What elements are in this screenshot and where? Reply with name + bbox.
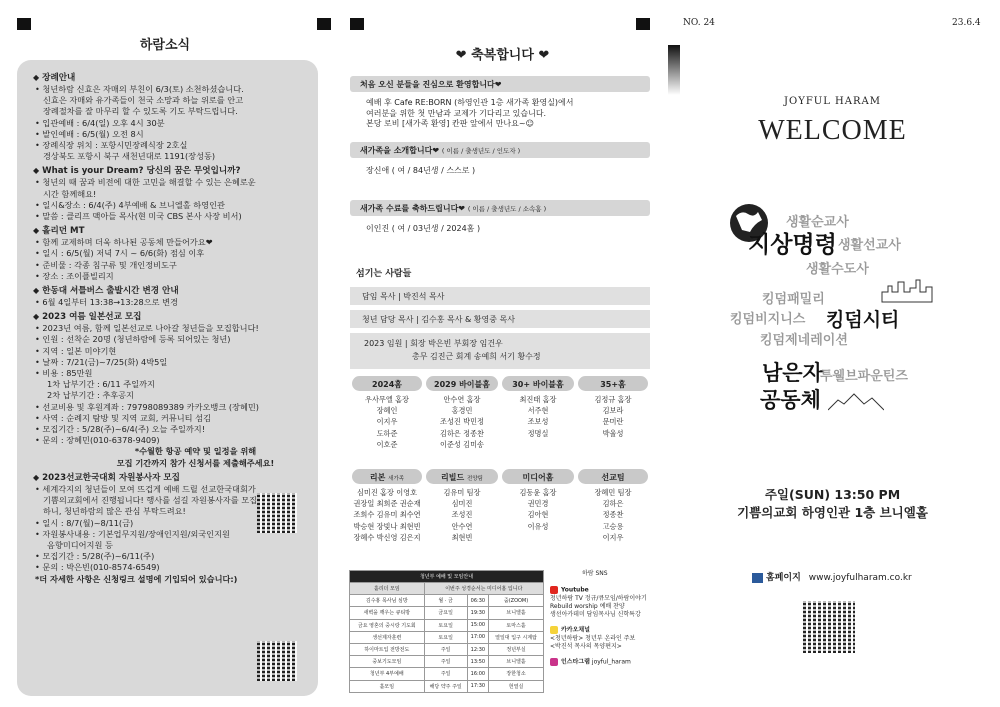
home-label: 30+ 바이블홈 bbox=[502, 376, 574, 391]
table-cell: 홀리더 모임 bbox=[350, 583, 425, 595]
bless-title: ❤ 축복합니다 ❤ bbox=[455, 48, 550, 63]
table-row bbox=[350, 643, 544, 655]
news-line: 2차 납부기간 : 추후공지 bbox=[47, 390, 134, 401]
keyword: 남은자 bbox=[762, 361, 823, 385]
news-line: 기쁨의교회에서 진행됩니다! 행사를 섬길 자원봉사자를 모집 bbox=[43, 495, 258, 506]
member-name: 조성진 bbox=[451, 510, 473, 520]
qr-code[interactable] bbox=[257, 493, 297, 533]
table-cell: 19:30 bbox=[467, 607, 488, 619]
table-cell: 토요일 bbox=[424, 619, 467, 631]
table-cell: 16:00 bbox=[467, 668, 488, 680]
qr-code[interactable] bbox=[257, 641, 297, 681]
table-cell: 장한청소 bbox=[489, 668, 544, 680]
member-name: 장혜민 팀장 bbox=[594, 488, 632, 497]
table-row bbox=[350, 656, 544, 668]
table-cell: 금요일 bbox=[424, 607, 467, 619]
table-cell: 토요일 bbox=[424, 631, 467, 643]
home-members bbox=[572, 487, 654, 543]
member-name: 권민경 bbox=[527, 499, 549, 509]
news-line: • 모집기간 : 5/28(주)~6/4(주) 오늘 주일까지! bbox=[35, 424, 205, 435]
member-name: 박율성 bbox=[602, 428, 624, 438]
news-line: • 지역 : 일본 미야기현 bbox=[35, 345, 117, 356]
sns-title: 하람 SNS bbox=[582, 570, 608, 577]
joyful-label: JOYFUL HARAM bbox=[784, 96, 881, 107]
news-line: • 문의 : 박은빈(010-8574-6549) bbox=[35, 562, 160, 573]
news-section-heading: ◆ 2023선교한국대회 자원봉사자 모집 bbox=[33, 472, 180, 483]
table-cell: 17:00 bbox=[467, 631, 488, 643]
home-label: 2024홈 bbox=[352, 376, 422, 391]
member-name: 김정규 홈장 bbox=[594, 395, 632, 404]
keyword: 킹덤제네레이션 bbox=[760, 333, 848, 348]
news-line: 음향미디어지원 등 bbox=[47, 539, 113, 550]
member-name: 정종찬 bbox=[602, 510, 624, 520]
keyword: 생활수도사 bbox=[806, 262, 869, 277]
keyword: 생활순교사 bbox=[786, 215, 849, 230]
sns-item[interactable]: Youtube 청년하람 TV 정규/큐모임/하람이야기 Rebuild worship 예배 찬양 생선아카데미 담임목사님 신학특강 bbox=[550, 586, 647, 618]
news-line: • 말씀 : 클리프 맥아들 목사(현 미국 CBS 본사 사장 비서) bbox=[35, 211, 242, 222]
issue-number: NO. 24 bbox=[683, 18, 715, 28]
table-cell: 토마스홀 bbox=[489, 619, 544, 631]
keyword: 생활선교사 bbox=[838, 238, 901, 253]
member-name: 김하은 정종찬 bbox=[440, 428, 484, 438]
news-line: 모집 기간까지 참가 신청서를 제출해주세요! bbox=[116, 457, 275, 468]
table-cell: 주일 bbox=[424, 656, 467, 668]
table-cell: 06:30 bbox=[467, 595, 488, 607]
member-name: 조성진 박민정 bbox=[440, 417, 484, 427]
news-line: • 장소 : 조이플빌리지 bbox=[35, 270, 114, 281]
news-line: 1차 납부기간 : 6/11 주일까지 bbox=[47, 379, 155, 390]
table-cell: 15:00 bbox=[467, 619, 488, 631]
news-line: • 날짜 : 7/21(금)~7/25(화) 4박5일 bbox=[35, 356, 168, 367]
home-members bbox=[346, 487, 428, 543]
news-line: • 자원봉사내용 : 기본업무지원/장애인지원/외국인지원 bbox=[35, 528, 230, 539]
table-cell: 열일대 입구 시계탑 bbox=[489, 631, 544, 643]
table-cell: 브니엘홀 bbox=[489, 607, 544, 619]
home-label: 35+홈 bbox=[578, 376, 648, 391]
news-line: • 발인예배 : 6/5(월) 오전 8시 bbox=[35, 128, 144, 139]
table-cell: 12:30 bbox=[467, 643, 488, 655]
news-line: • 문의 : 장혜민(010-6378-9409) bbox=[35, 435, 160, 446]
news-line: • 비용 : 85만원 bbox=[35, 368, 93, 379]
servers-title: 섬기는 사람들 bbox=[356, 269, 412, 279]
home-members bbox=[346, 394, 428, 450]
news-line: • 선교비용 및 후원계좌 : 79798089389 카카오뱅크 (장혜민) bbox=[35, 401, 259, 412]
sns-item[interactable]: 카카오채널 <청년하람> 청년부 온라인 주보 <박진석 목사의 목양편지> bbox=[550, 626, 636, 650]
member-name: 권장일 최희준 권순재 bbox=[353, 499, 421, 509]
mountain-icon bbox=[828, 392, 884, 412]
table-cell: 13:50 bbox=[467, 656, 488, 668]
graduate-line: 이인진 ( 여 / 03년생 / 2024홈 ) bbox=[366, 224, 481, 233]
member-name: 이유성 bbox=[527, 521, 549, 531]
home-members bbox=[572, 394, 654, 439]
table-cell: 17:30 bbox=[467, 680, 488, 692]
homepage-icon bbox=[752, 573, 763, 583]
news-line: • 6월 4일부터 13:38→13:28으로 변경 bbox=[35, 297, 178, 308]
news-line: • 일시&장소 : 6/4(주) 4부예배 & 브니엘홀 하영인관 bbox=[35, 199, 225, 210]
member-name: 이지우 bbox=[602, 532, 624, 542]
city-skyline-icon bbox=[880, 278, 940, 304]
keyword: 투웰브파운틴즈 bbox=[820, 369, 908, 384]
serve-row: 청년 담당 목사 | 김수홍 목사 & 황영중 목사 bbox=[350, 310, 650, 328]
corner-mark bbox=[668, 45, 680, 95]
schedule-table bbox=[349, 570, 544, 693]
table-row bbox=[350, 619, 544, 631]
keyword: 킹덤시티 bbox=[826, 309, 900, 331]
member-name: 안수연 홈장 bbox=[443, 395, 481, 404]
member-name: 김하은 bbox=[602, 499, 624, 509]
qr-code[interactable] bbox=[803, 601, 855, 653]
table-subheading: 이번주 성경순서는 미디어홈 입니다 bbox=[424, 583, 543, 595]
home-members bbox=[420, 487, 504, 543]
instagram-icon bbox=[550, 658, 558, 666]
member-name: 김아현 bbox=[527, 510, 549, 520]
news-section-heading: ◆ What is your Dream? 당신의 꿈은 무엇입니까? bbox=[33, 166, 241, 177]
member-name: 심미진 bbox=[451, 499, 473, 509]
youtube-icon bbox=[550, 586, 558, 594]
service-place: 기쁨의교회 하영인관 1층 브니엘홀 bbox=[737, 505, 928, 520]
table-cell: 월 · 금 bbox=[424, 595, 467, 607]
news-line: 신효은 자매와 유가족들이 천국 소망과 하늘 위로를 안고 bbox=[43, 95, 244, 106]
member-name: 홍경민 bbox=[451, 406, 473, 416]
table-cell: 생선제자훈련 bbox=[350, 631, 425, 643]
news-line: • 모집기간 : 5/28(주)~6/11(주) bbox=[35, 551, 155, 562]
member-name: 서주현 bbox=[527, 406, 549, 416]
keyword: 킹덤비지니스 bbox=[730, 312, 806, 327]
table-row bbox=[350, 607, 544, 619]
news-box bbox=[17, 60, 318, 696]
table-cell: 헌열실 bbox=[489, 680, 544, 692]
member-name: 김유미 팀장 bbox=[443, 488, 481, 497]
table-cell: 주일 bbox=[424, 668, 467, 680]
graduate-bar: 새가족 수료를 축하드립니다❤ ( 이름 / 출생년도 / 소속홈 ) bbox=[350, 200, 650, 216]
sns-item[interactable]: 인스타그램 joyful_haram bbox=[550, 658, 631, 667]
home-members bbox=[496, 394, 580, 439]
table-row bbox=[350, 668, 544, 680]
table-row bbox=[350, 631, 544, 643]
member-name: 장혜수 박신영 김은지 bbox=[353, 532, 421, 542]
table-cell: 청년부 4부예배 bbox=[350, 668, 425, 680]
member-name: 박승현 장빛나 최현빈 bbox=[353, 521, 421, 531]
member-name: 우사무엘 홈장 bbox=[365, 395, 409, 404]
member-name: 조보성 bbox=[527, 417, 549, 427]
news-section-heading: ◆ 장례안내 bbox=[33, 73, 76, 83]
news-section-heading: ◆ 홀리던 MT bbox=[33, 226, 85, 237]
table-row bbox=[350, 680, 544, 692]
member-name: 문미란 bbox=[602, 417, 624, 427]
table-cell: 주일 bbox=[424, 643, 467, 655]
home-label: 2029 바이블홈 bbox=[426, 376, 498, 391]
member-name: 김보라 bbox=[602, 406, 624, 416]
keyword: 지상명령 bbox=[748, 232, 837, 258]
newfamily-bar: 새가족을 소개합니다❤ ( 이름 / 출생년도 / 인도자 ) bbox=[350, 142, 650, 158]
table-cell: 해당 약주 주일 bbox=[424, 680, 467, 692]
news-line: • 일시 : 8/7(월)~8/11(금) bbox=[35, 517, 134, 528]
news-line: • 함께 교제하며 더욱 하나된 공동체 만들어가요❤ bbox=[35, 237, 213, 248]
member-name: 김동윤 홈장 bbox=[519, 488, 557, 497]
serve-row: 담임 목사 | 박진석 목사 bbox=[350, 287, 650, 305]
home-label: 리빌드 전양팀 bbox=[426, 469, 498, 484]
news-line: • 사역 : 순례지 탐방 및 지역 교회, 커뮤니티 섬김 bbox=[35, 412, 211, 423]
member-name: 조희수 김유미 최수연 bbox=[353, 510, 421, 520]
home-label: 미디어홈 bbox=[502, 469, 574, 484]
news-line: 하니, 청년하람의 많은 관심 부탁드려요! bbox=[43, 506, 186, 517]
home-members bbox=[420, 394, 504, 450]
keyword: 킹덤패밀리 bbox=[762, 292, 825, 307]
table-cell: 하이마트입 전방전도 bbox=[350, 643, 425, 655]
news-line: *더 자세한 사항은 신청링크 설명에 기입되어 있습니다:) bbox=[35, 573, 238, 584]
news-line: • 일시 : 6/5(월) 저녁 7시 ~ 6/6(화) 점심 이후 bbox=[35, 248, 205, 259]
welcome-bar: 처음 오신 분들을 진심으로 환영합니다❤ bbox=[350, 76, 650, 92]
table-row bbox=[350, 595, 544, 607]
member-name: 이호준 bbox=[376, 439, 398, 449]
staff-row: 2023 임원 | 회장 박은빈 부회장 임건우 총무 김진근 회계 송예희 서기 황수정 bbox=[350, 333, 650, 369]
member-name: 정명실 bbox=[527, 428, 549, 438]
table-cell: 브니엘홀 bbox=[489, 656, 544, 668]
newfamily-line: 장신애 ( 여 / 84년생 / 스스로 ) bbox=[366, 166, 476, 175]
welcome-heading: WELCOME bbox=[758, 115, 907, 146]
news-line: • 인원 : 선착순 20명 (청년하람에 등록 되어있는 청년) bbox=[35, 334, 231, 345]
news-line: 경상북도 포항시 북구 새천년대로 1191(장성동) bbox=[43, 151, 216, 162]
member-name: 안수연 bbox=[451, 521, 473, 531]
table-cell: 정년부실 bbox=[489, 643, 544, 655]
issue-date: 23.6.4 bbox=[952, 18, 981, 28]
news-line: • 준비물 : 각종 침구류 및 개인정비도구 bbox=[35, 259, 177, 270]
service-time: 주일(SUN) 13:50 PM bbox=[764, 487, 901, 502]
home-label: 리본 새가족 bbox=[352, 469, 422, 484]
table-cell: 금요 영혼의 중시랑 기도회 bbox=[350, 619, 425, 631]
news-line: • 입관예배 : 6/4(일) 오후 4시 30분 bbox=[35, 117, 165, 128]
table-cell: 중보기도모임 bbox=[350, 656, 425, 668]
member-name: 심미진 홈장 이영호 bbox=[356, 488, 418, 497]
home-members bbox=[496, 487, 580, 532]
home-label: 선교팀 bbox=[578, 469, 648, 484]
member-name: 이지우 bbox=[376, 417, 398, 427]
table-cell: 줌(ZOOM) bbox=[489, 595, 544, 607]
member-name: 최진태 홈장 bbox=[519, 395, 557, 404]
news-line: • 세계각지의 청년들이 모여 뜨겁게 예배 드릴 선교한국대회가 bbox=[35, 483, 256, 494]
news-line: *수월한 항공 예약 및 일정을 위해 bbox=[134, 446, 257, 457]
keyword: 공동체 bbox=[760, 388, 821, 412]
member-name: 장혜인 bbox=[376, 406, 398, 416]
member-name: 이준성 김미송 bbox=[440, 439, 484, 449]
table-heading: 청년부 예배 및 모임안내 bbox=[350, 571, 544, 583]
news-line: • 청년하람 신효은 자매의 부친이 6/3(토) 소천하셨습니다. bbox=[35, 84, 244, 94]
kakao-icon bbox=[550, 626, 558, 634]
news-line: 시간 함께해요! bbox=[43, 188, 97, 199]
table-cell: 홀모임 bbox=[350, 680, 425, 692]
news-line: • 청년의 때 꿈과 비전에 대한 고민을 해결할 수 있는 은혜로운 bbox=[35, 177, 256, 188]
news-line: • 2023년 여름, 함께 일본선교로 나아갈 청년들을 모집합니다! bbox=[35, 323, 259, 334]
news-line: • 장례식장 위치 : 포항시민장례식장 2호실 bbox=[35, 140, 188, 151]
member-name: 고승용 bbox=[602, 521, 624, 531]
news-title: 하람소식 bbox=[139, 38, 191, 53]
news-section-heading: ◆ 한동대 셔틀버스 출발시간 변경 안내 bbox=[33, 286, 179, 297]
member-name: 도하준 bbox=[376, 428, 398, 438]
table-cell: 새벽을 깨우는 큐티방 bbox=[350, 607, 425, 619]
welcome-text: 예배 후 Cafe RE:BORN (하영인관 1층 새가족 환영실)에서 여러분을 위한 첫 만남과 교제가 기다리고 있습니다. 본당 로비 [새가족 환영] 칸판 앞에서 만나요~☺ bbox=[366, 98, 574, 128]
table-cell: 김수홍 목사님 심방 bbox=[350, 595, 425, 607]
homepage-link[interactable]: 홈페이지 www.joyfulharam.co.kr bbox=[752, 570, 912, 583]
member-name: 최현빈 bbox=[451, 532, 473, 542]
news-section-heading: ◆ 2023 여름 일본선교 모집 bbox=[33, 312, 142, 323]
news-line: 장례절차를 잘 마무리 할 수 있도록 기도 부탁드립니다. bbox=[43, 106, 238, 117]
